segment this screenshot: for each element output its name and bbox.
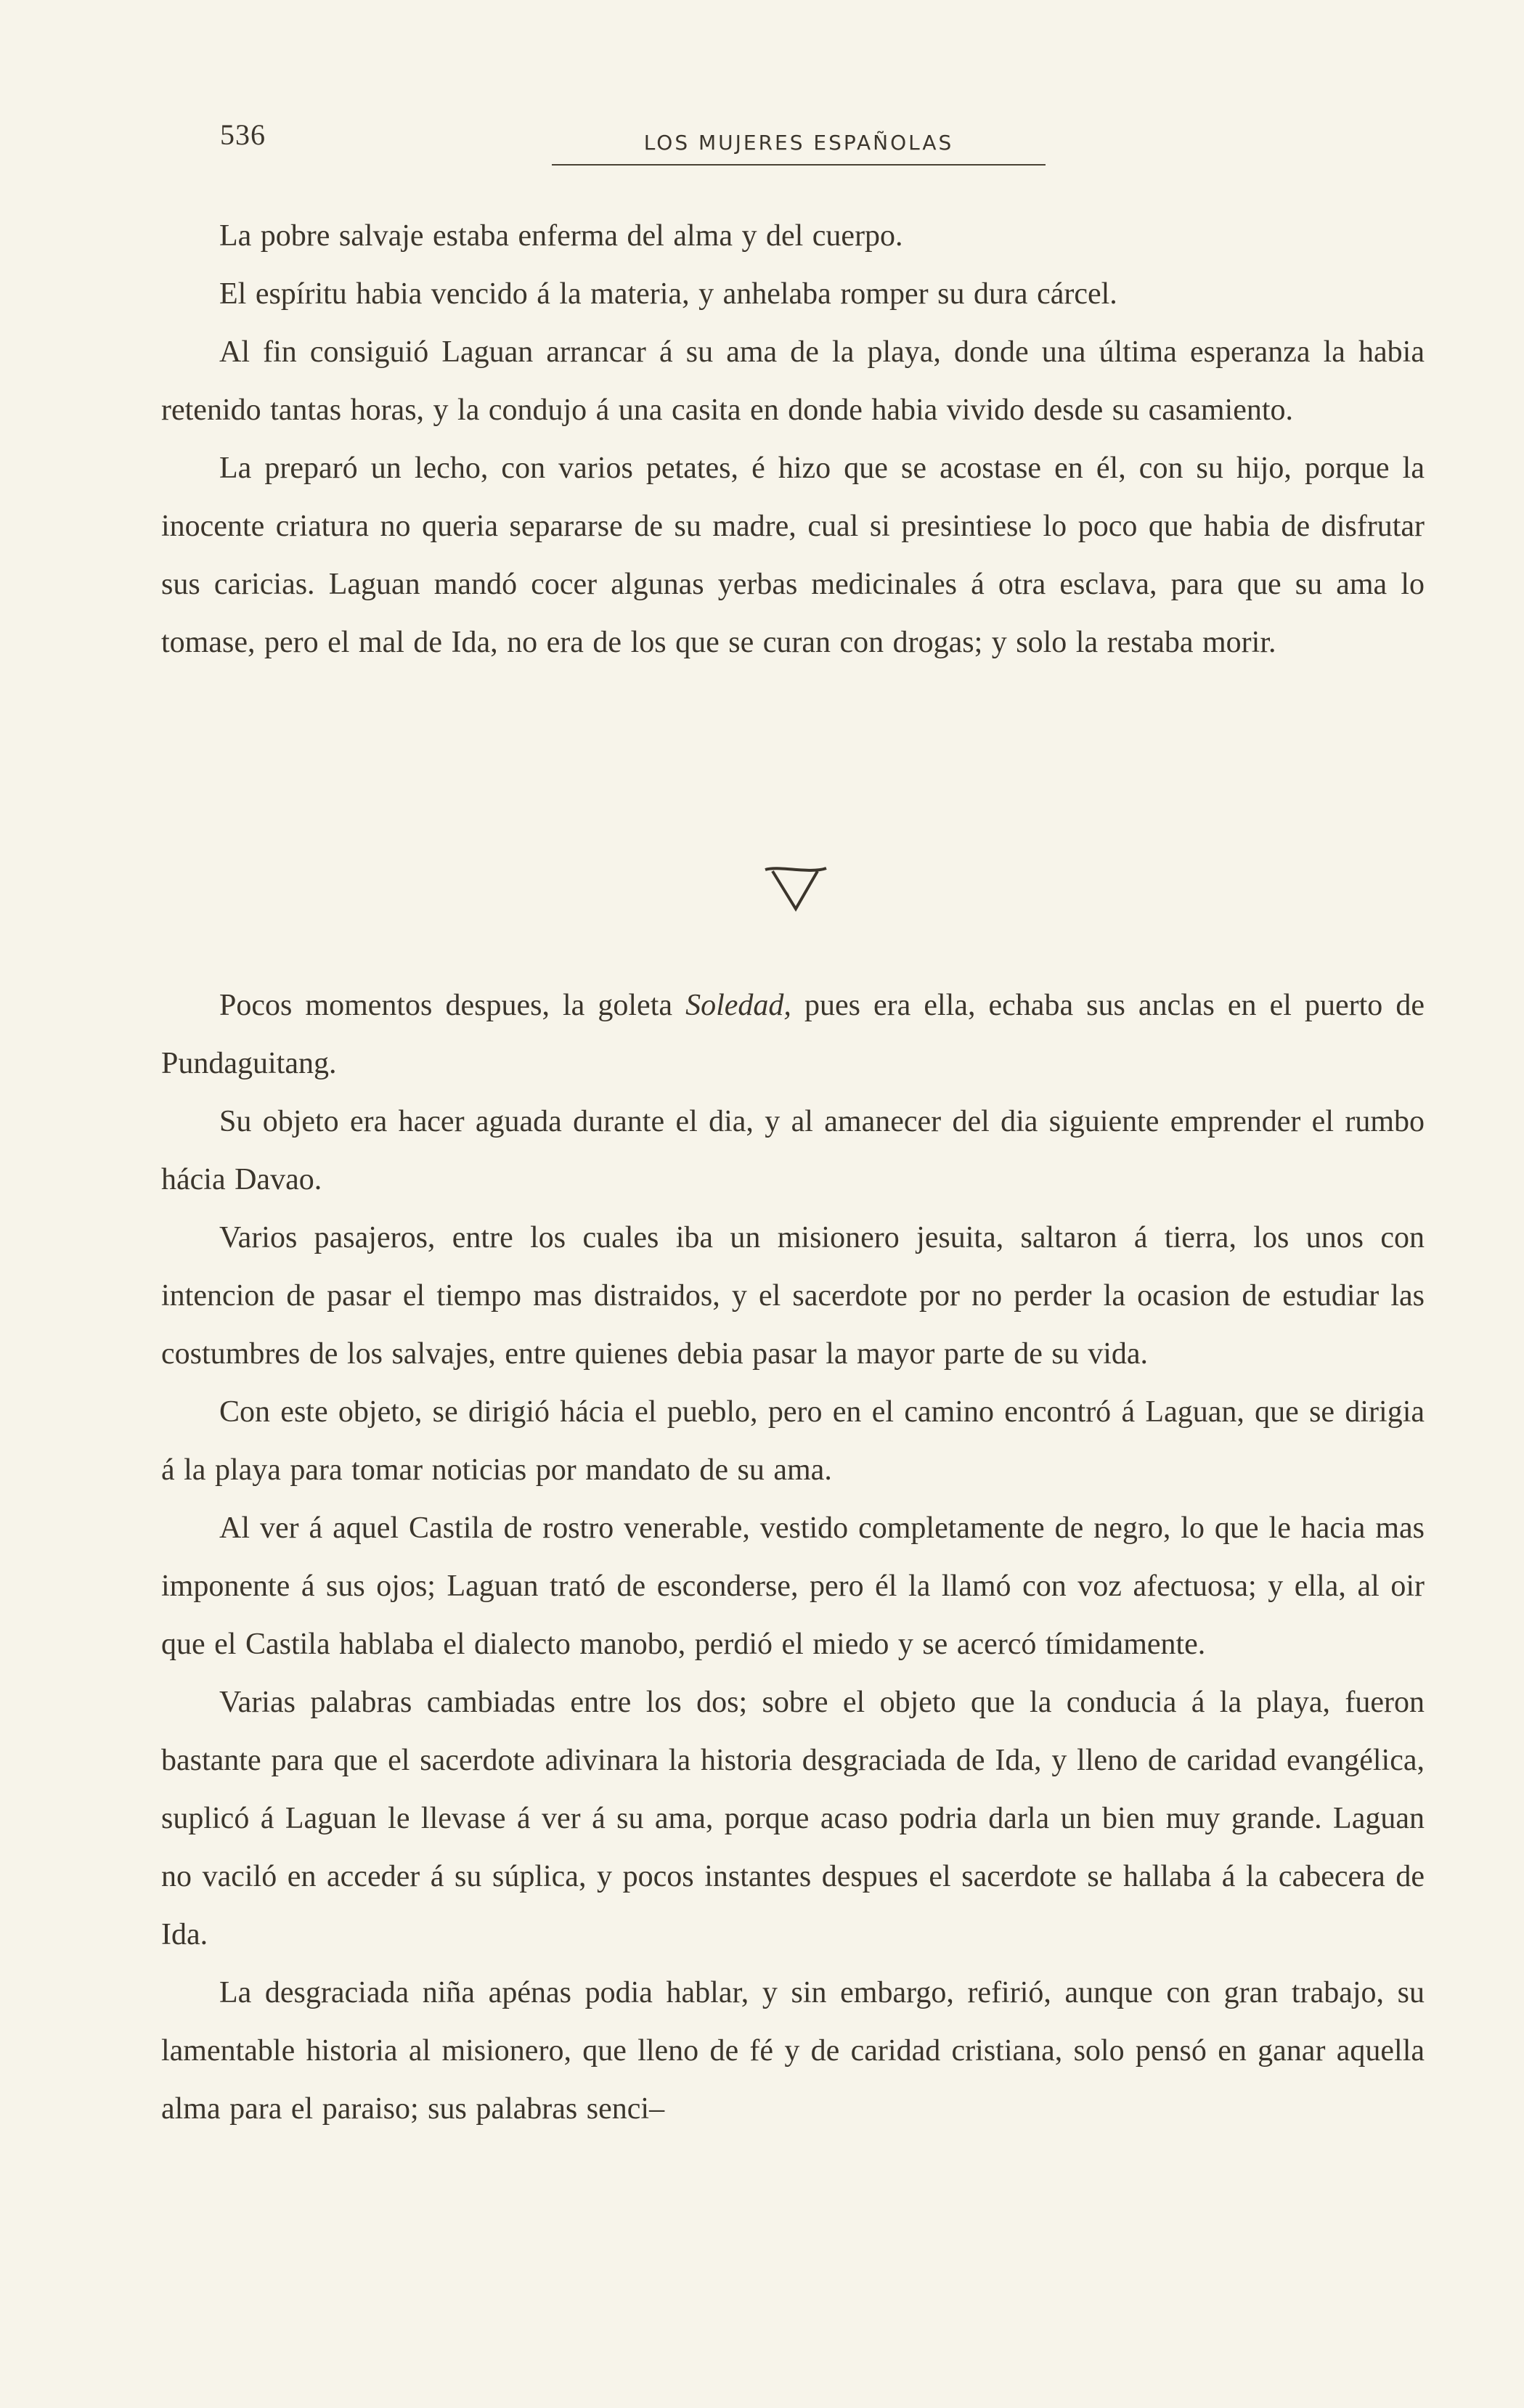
running-head: LOS MUJERES ESPAÑOLAS (643, 131, 954, 155)
paragraph: La preparó un lecho, con varios petates, é hizo que se acostase en él, con su hijo, porque la inocente criatura no queria separarse de su madre, cual si presintiese lo poco que habia de disfrutar sus caricias. Laguan mandó cocer algunas yerbas medicinales á otra esclava, para que su ama lo tomase, pero el mal de Ida, no era de los que se curan con drogas; y solo la restaba morir. (161, 452, 1425, 659)
section-v-ornament (762, 864, 829, 913)
paragraph (161, 976, 1425, 1093)
paragraph: Su objeto era hacer aguada durante el dia, y al amanecer del dia siguiente emprender el rumbo hácia Davao. (161, 1105, 1425, 1196)
paragraph: Varios pasajeros, entre los cuales iba un misionero jesuita, saltaron á tierra, los unos con intencion de pasar el tiempo mas distraidos, y el sacerdote por no perder la ocasion de estudiar las costumbres de los salvajes, entre quienes debia pasar la mayor parte de su vida. (161, 1221, 1425, 1371)
header-rule (552, 164, 1046, 166)
section-one-text (161, 207, 1425, 672)
text-run: Pocos momentos despues, la goleta (219, 989, 686, 1022)
page-number: 536 (220, 118, 266, 151)
paragraph: Con este objeto, se dirigió hácia el pueblo, pero en el camino encontró á Laguan, que se dirigia á la playa para tomar noticias por mandato de su ama. (161, 1395, 1425, 1487)
roman-numeral-v-icon (762, 864, 829, 913)
ship-name: Soledad, (685, 989, 791, 1022)
paragraph: La pobre salvaje estaba enferma del alma y del cuerpo. (219, 219, 903, 253)
text-run: pues era ella, echaba sus anclas en el puerto de Pundaguitang. (161, 989, 1425, 1080)
paragraph: Al fin consiguió Laguan arrancar á su ama de la playa, donde una última esperanza la habia retenido tantas horas, y la condujo á una casita en donde habia vivido desde su casamiento. (161, 335, 1425, 427)
paragraph: El espíritu habia vencido á la materia, y anhelaba romper su dura cárcel. (219, 277, 1117, 311)
paragraph: Al ver á aquel Castila de rostro venerable, vestido completamente de negro, lo que le hacia mas imponente á sus ojos; Laguan trató de esconderse, pero él la llamó con voz afectuosa; y ella, al oir que el Castila hablaba el dialecto manobo, perdió el miedo y se acercó tímidamente. (161, 1511, 1425, 1661)
section-two-text (161, 976, 1425, 2138)
paragraph: Varias palabras cambiadas entre los dos; sobre el objeto que la conducia á la playa, fueron bastante para que el sacerdote adivinara la historia desgraciada de Ida, y lleno de caridad evangélica, suplicó á Laguan le llevase á ver á su ama, porque acaso podria darla un bien muy grande. Laguan no vaciló en acceder á su súplica, y pocos instantes despues el sacerdote se hallaba á la cabecera de Ida. (161, 1686, 1425, 1951)
paragraph: La desgraciada niña apénas podia hablar, y sin embargo, refirió, aunque con gran trabajo, su lamentable historia al misionero, que lleno de fé y de caridad cristiana, solo pensó en ganar aquella alma para el paraiso; sus palabras senci– (161, 1976, 1425, 2126)
